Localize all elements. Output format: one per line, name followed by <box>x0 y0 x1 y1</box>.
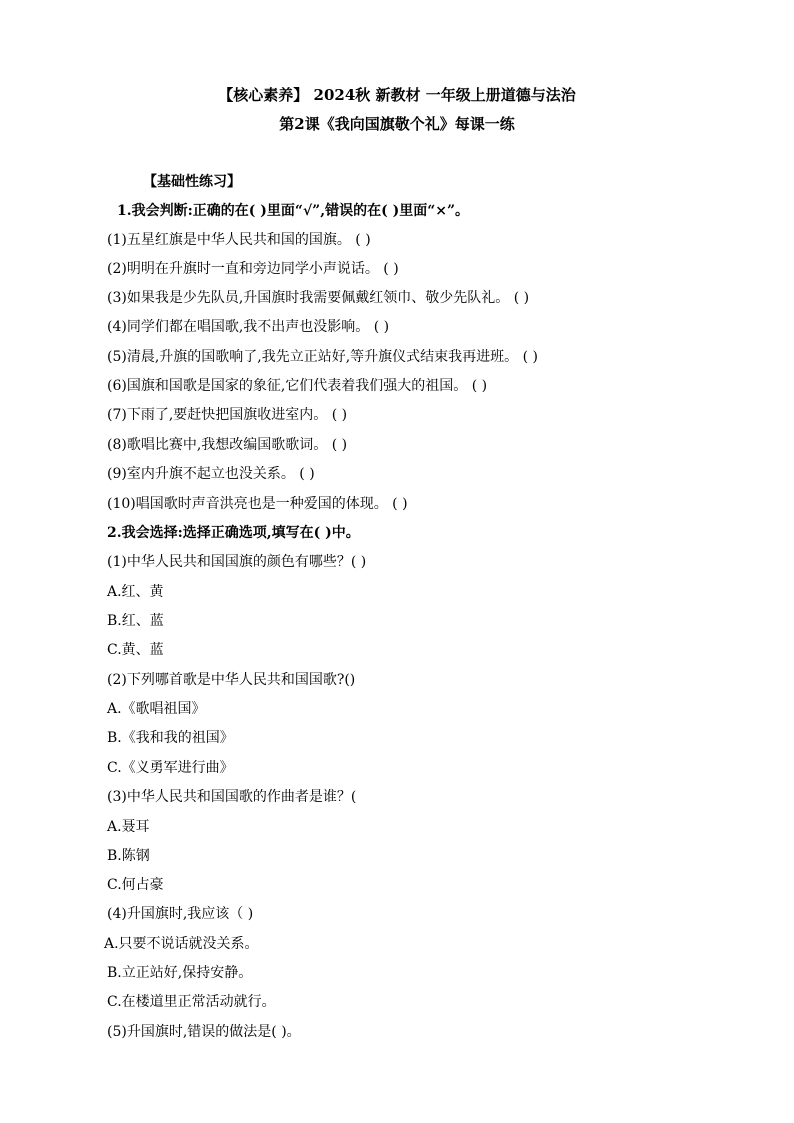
judge-item-6: (6)国旗和国歌是国家的象征,它们代表着我们强大的祖国。 ( ) <box>107 378 488 394</box>
choice-option: C.何占豪 <box>107 877 164 893</box>
judge-item-2: (2)明明在升旗时一直和旁边同学小声说话。 ( ) <box>107 261 399 277</box>
section-heading: 【基础性练习】 <box>143 174 241 190</box>
judge-item-10: (10)唱国歌时声音洪亮也是一种爱国的体现。 ( ) <box>107 496 408 512</box>
document-title: 【核心素养】 2024秋 新教材 一年级上册道德与法治 <box>218 86 576 104</box>
choice-option: B.《我和我的祖国》 <box>107 730 234 746</box>
judge-item-9: (9)室内升旗不起立也没关系。 ( ) <box>107 466 315 482</box>
choice-option: A.只要不说话就没关系。 <box>104 936 259 952</box>
choice-question-5: (5)升国旗时,错误的做法是( )。 <box>107 1024 301 1040</box>
judge-item-4: (4)同学们都在唱国歌,我不出声也没影响。 ( ) <box>107 319 390 335</box>
question-1-heading: 1.我会判断:正确的在( )里面“√”,错误的在( )里面“×”。 <box>117 203 470 219</box>
judge-item-7: (7)下雨了,要赶快把国旗收进室内。 ( ) <box>107 407 348 423</box>
choice-option: B.红、蓝 <box>107 613 164 629</box>
judge-item-8: (8)歌唱比赛中,我想改编国歌歌词。 ( ) <box>107 437 348 453</box>
judge-item-3: (3)如果我是少先队员,升国旗时我需要佩戴红领巾、敬少先队礼。 ( ) <box>107 290 530 306</box>
choice-option: A.聂耳 <box>107 819 150 835</box>
choice-option: B.立正站好,保持安静。 <box>107 965 253 981</box>
choice-option: C.黄、蓝 <box>107 642 164 658</box>
choice-question-2: (2)下列哪首歌是中华人民共和国国歌?() <box>107 672 356 688</box>
choice-option: A.红、黄 <box>107 584 164 600</box>
question-2-heading: 2.我会选择:选择正确选项,填写在( )中。 <box>107 525 360 541</box>
choice-option: B.陈钢 <box>107 848 150 864</box>
choice-option: C.在楼道里正常活动就行。 <box>107 994 276 1010</box>
judge-item-5: (5)清晨,升旗的国歌响了,我先立正站好,等升旗仪式结束我再进班。 ( ) <box>107 349 539 365</box>
choice-question-3: (3)中华人民共和国国歌的作曲者是谁？( <box>107 789 357 805</box>
choice-question-4: (4)升国旗时,我应该（ ) <box>107 906 254 922</box>
choice-option: A.《歌唱祖国》 <box>107 701 206 717</box>
choice-question-1: (1)中华人民共和国国旗的颜色有哪些？( ) <box>107 554 367 570</box>
judge-item-1: (1)五星红旗是中华人民共和国的国旗。 ( ) <box>107 232 371 248</box>
choice-option: C.《义勇军进行曲》 <box>107 760 234 776</box>
lesson-title: 第2课《我向国旗敬个礼》每课一练 <box>279 115 515 133</box>
